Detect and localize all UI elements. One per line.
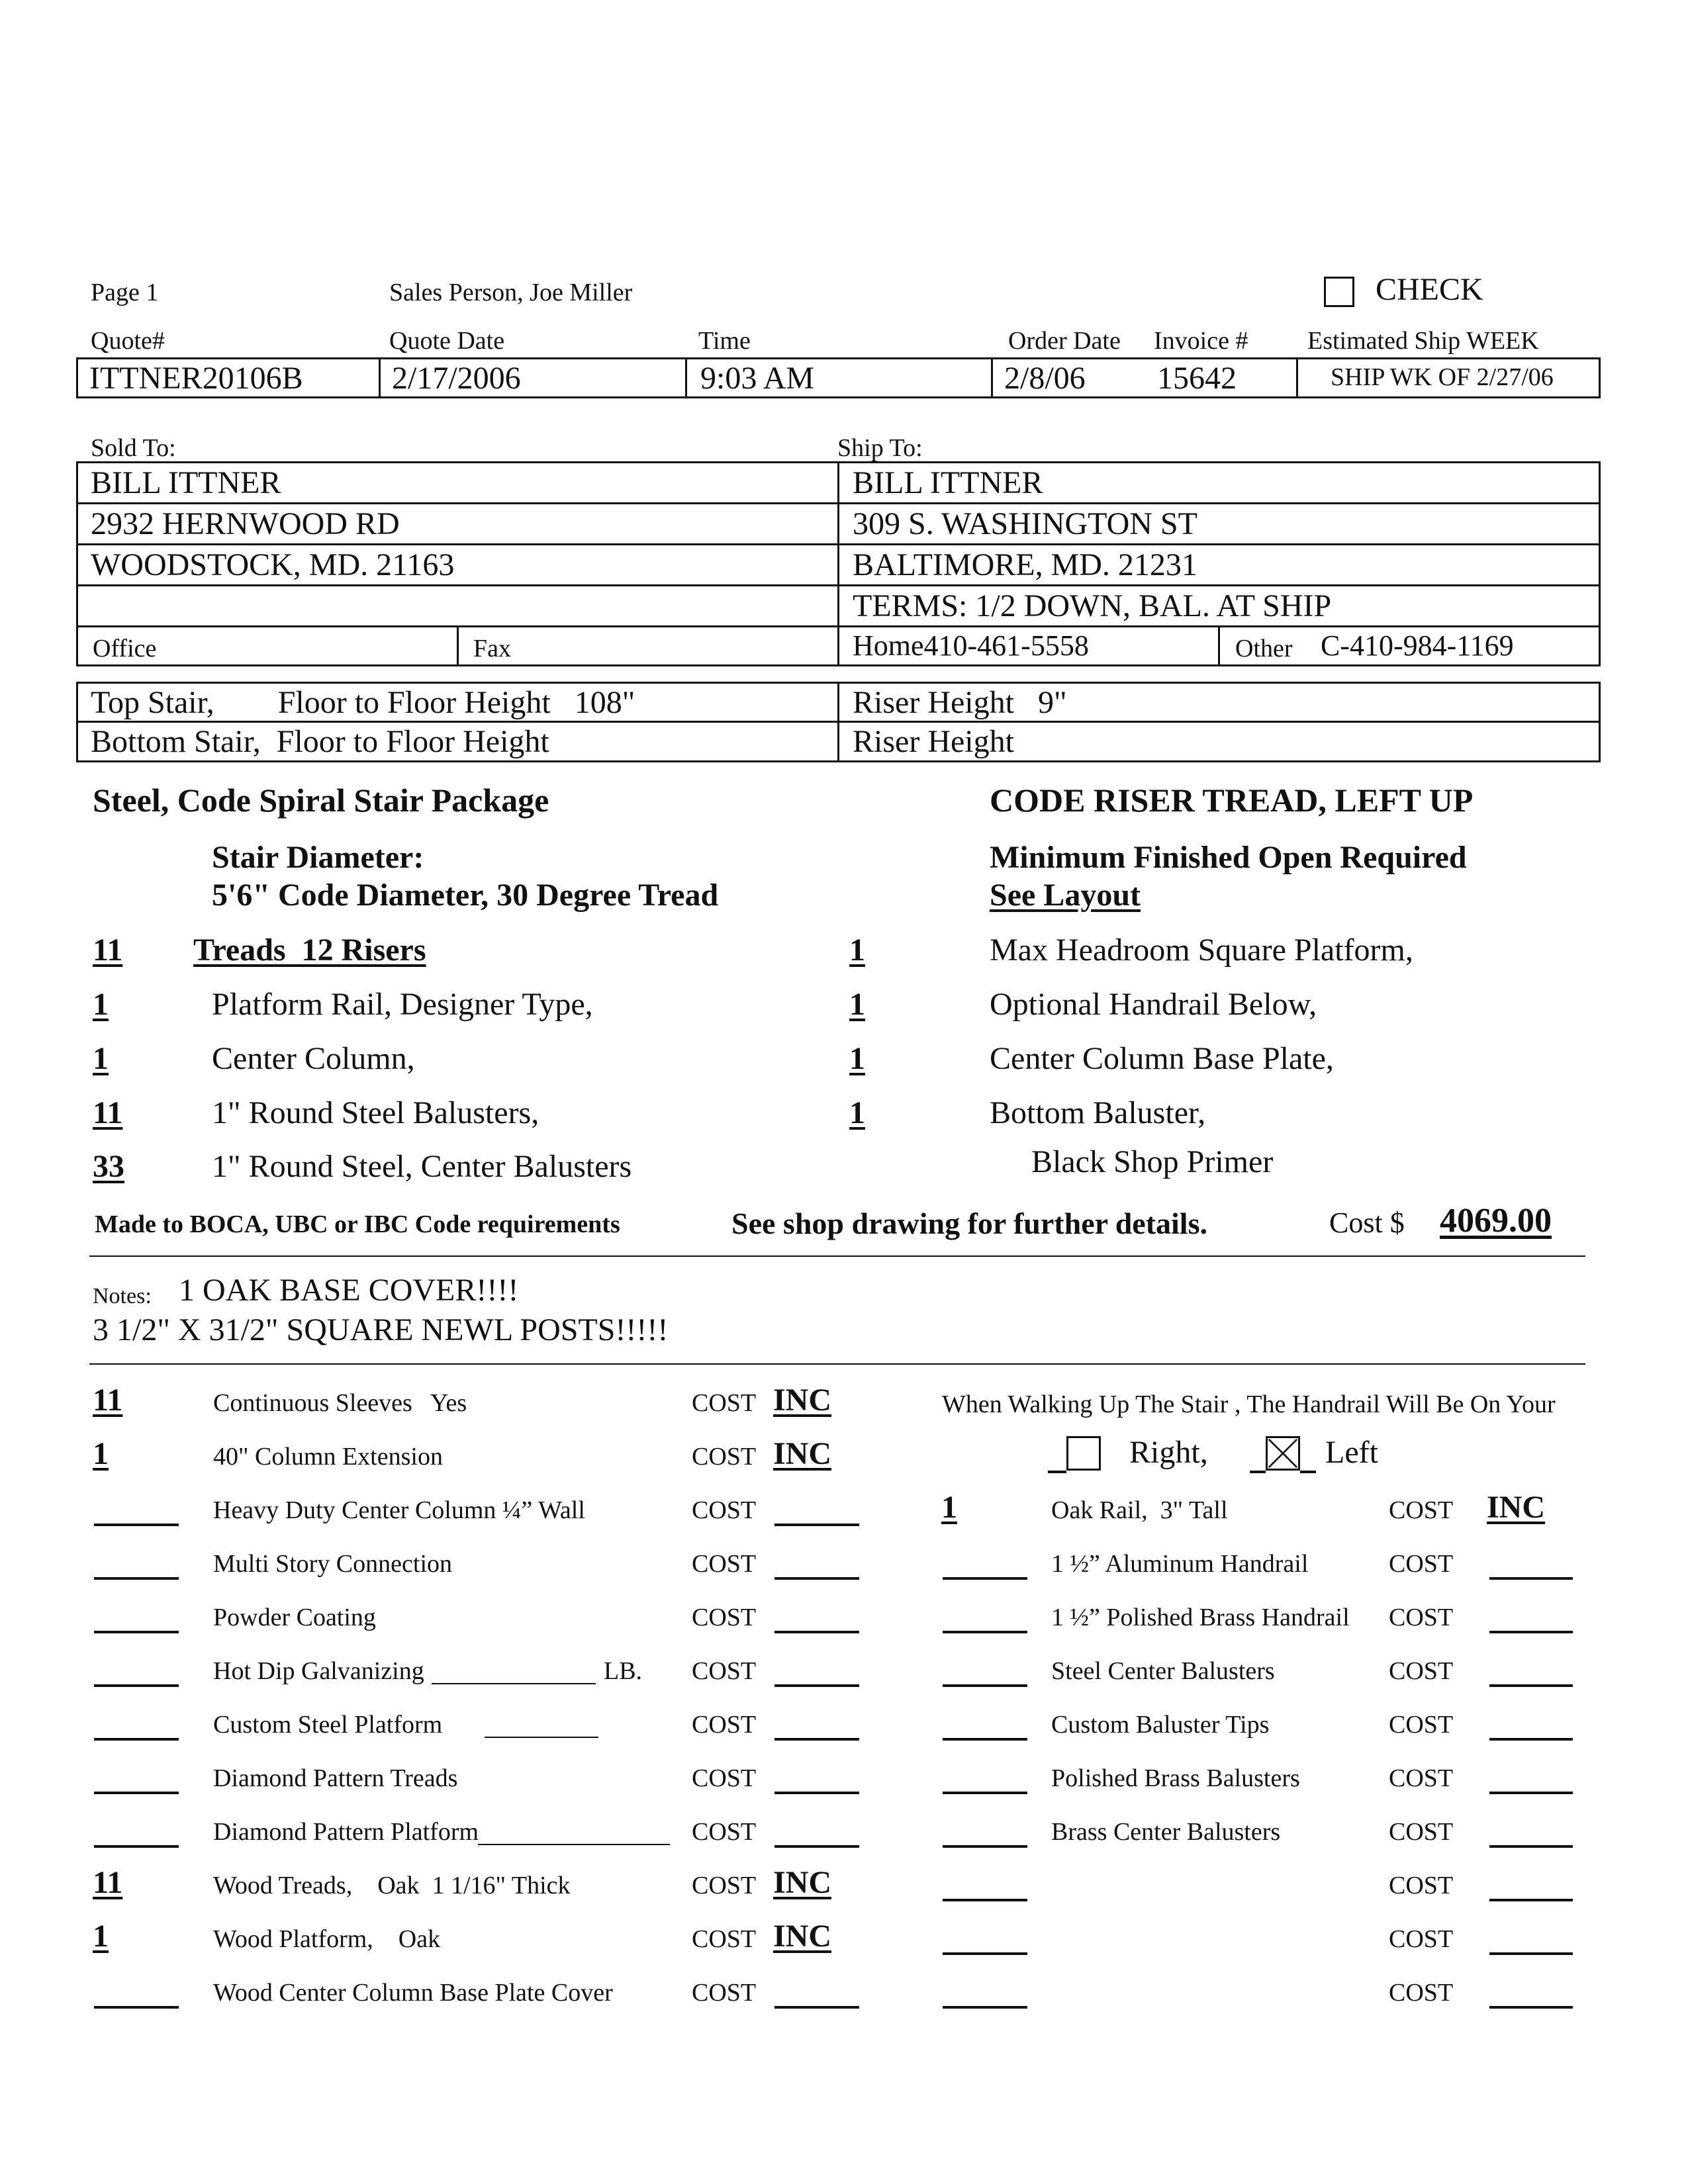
cost-word: COST <box>692 1496 757 1524</box>
notes-line: 1 OAK BASE COVER!!!! <box>179 1273 519 1308</box>
invoice-value: 15642 <box>1157 361 1237 396</box>
quote-label: Quote# <box>91 327 165 355</box>
handrail-left-label: Left <box>1325 1435 1378 1470</box>
option-qty-blank[interactable] <box>94 1684 179 1687</box>
item-desc: Treads 12 Risers <box>193 933 426 968</box>
time-label: Time <box>698 327 751 355</box>
order-date-value: 2/8/06 <box>1004 361 1086 396</box>
cost-word: COST <box>692 1550 757 1578</box>
option-cost: INC <box>1487 1490 1546 1525</box>
item-qty: 1 <box>849 987 865 1022</box>
option-extra-blank[interactable] <box>432 1683 596 1684</box>
item-desc: Center Column Base Plate, <box>990 1041 1334 1076</box>
check-box[interactable] <box>1324 277 1354 307</box>
option-cost-blank[interactable] <box>1489 1792 1573 1794</box>
option-cost-blank[interactable] <box>774 1792 859 1794</box>
cost-word: COST <box>1389 1979 1454 2007</box>
option-desc: Hot Dip Galvanizing <box>213 1657 424 1685</box>
time-value: 9:03 AM <box>700 361 815 396</box>
top-stair-height: Top Stair, Floor to Floor Height 108" <box>91 685 635 720</box>
ship-week-label: Estimated Ship WEEK <box>1307 327 1539 355</box>
cost-word: COST <box>1389 1764 1454 1792</box>
option-qty-blank[interactable] <box>943 1899 1027 1901</box>
option-qty-blank[interactable] <box>94 1577 179 1580</box>
option-qty: 11 <box>93 1865 123 1900</box>
option-desc: Diamond Pattern Treads <box>213 1764 458 1792</box>
riser-height-bottom: Riser Height <box>853 724 1014 759</box>
bottom-stair-height: Bottom Stair, Floor to Floor Height <box>91 724 549 759</box>
package-right-title: CODE RISER TREAD, LEFT UP <box>990 782 1474 819</box>
option-qty: 11 <box>93 1383 123 1418</box>
cost-word: COST <box>692 1872 757 1899</box>
quote-date-label: Quote Date <box>389 327 505 355</box>
option-qty-blank[interactable] <box>94 1631 179 1633</box>
check-label: CHECK <box>1376 272 1483 307</box>
option-cost: INC <box>773 1919 832 1954</box>
cost-word: COST <box>1389 1496 1454 1524</box>
option-cost-blank[interactable] <box>1489 1577 1573 1580</box>
cost-word: COST <box>1389 1657 1454 1685</box>
handrail-question: When Walking Up The Stair , The Handrail Will Be On Your <box>942 1390 1556 1418</box>
cost-word: COST <box>692 1443 757 1471</box>
min-open: Minimum Finished Open Required <box>990 840 1467 875</box>
cost-total: 4069.00 <box>1440 1202 1552 1240</box>
cost-word: COST <box>692 1389 757 1417</box>
x-mark-icon <box>1268 1438 1298 1469</box>
fax-label: Fax <box>473 635 511 662</box>
cost-label: Cost $ <box>1329 1206 1405 1239</box>
cost-word: COST <box>1389 1711 1454 1739</box>
option-cost-blank[interactable] <box>774 1684 859 1687</box>
option-qty: 1 <box>941 1490 957 1525</box>
item-desc: 1" Round Steel, Center Balusters <box>212 1149 632 1184</box>
ship-to-label: Ship To: <box>837 434 923 462</box>
option-qty-blank[interactable] <box>943 1952 1027 1955</box>
option-cost-blank[interactable] <box>1489 1952 1573 1955</box>
item-desc: Max Headroom Square Platform, <box>990 933 1413 968</box>
option-desc: Powder Coating <box>213 1604 376 1631</box>
cost-word: COST <box>692 1604 757 1631</box>
item-qty: 11 <box>93 1095 123 1130</box>
item-qty: 1 <box>93 1041 109 1076</box>
option-cost: INC <box>773 1436 832 1471</box>
sold-to-label: Sold To: <box>91 434 176 462</box>
ship-to-line: BALTIMORE, MD. 21231 <box>853 547 1197 582</box>
riser-height-top: Riser Height 9" <box>853 685 1067 720</box>
item-qty: 1 <box>93 987 109 1022</box>
option-desc: 1 ½” Polished Brass Handrail <box>1051 1604 1350 1631</box>
option-desc: 1 ½” Aluminum Handrail <box>1051 1550 1309 1578</box>
option-extra-blank[interactable] <box>478 1844 670 1845</box>
terms: TERMS: 1/2 DOWN, BAL. AT SHIP <box>853 588 1332 623</box>
item-desc: 1" Round Steel Balusters, <box>212 1095 539 1130</box>
other-label: Other <box>1235 635 1293 662</box>
cost-word: COST <box>1389 1872 1454 1899</box>
shop-note: See shop drawing for further details. <box>731 1206 1207 1240</box>
package-title: Steel, Code Spiral Stair Package <box>93 782 549 819</box>
sold-to-line: 2932 HERNWOOD RD <box>91 506 400 541</box>
option-qty: 1 <box>93 1919 109 1954</box>
diameter-label: Stair Diameter: <box>212 840 424 875</box>
item-desc: Center Column, <box>212 1041 415 1076</box>
item-qty: 1 <box>849 933 865 968</box>
option-desc: 40" Column Extension <box>213 1443 443 1471</box>
option-desc: Wood Platform, Oak <box>213 1925 441 1953</box>
item-desc: Bottom Baluster, <box>990 1095 1206 1130</box>
item-qty: 1 <box>849 1095 865 1130</box>
notes-label: Notes: <box>93 1284 152 1308</box>
cost-word: COST <box>692 1764 757 1792</box>
office-label: Office <box>93 635 157 662</box>
option-qty-blank[interactable] <box>94 1524 179 1526</box>
option-qty-blank[interactable] <box>94 1792 179 1794</box>
option-desc: Steel Center Balusters <box>1051 1657 1275 1685</box>
see-layout-link[interactable]: See Layout <box>990 878 1141 913</box>
quote-date-value: 2/17/2006 <box>392 361 521 396</box>
option-desc: Brass Center Balusters <box>1051 1818 1281 1846</box>
ship-week-value: SHIP WK OF 2/27/06 <box>1331 363 1554 391</box>
option-cost-blank[interactable] <box>774 1524 859 1526</box>
item-qty: 1 <box>849 1041 865 1076</box>
page-number: Page 1 <box>91 279 159 306</box>
cost-word: COST <box>692 1711 757 1739</box>
option-cost-blank[interactable] <box>774 1577 859 1580</box>
ship-to-line: 309 S. WASHINGTON ST <box>853 506 1197 541</box>
option-desc: Continuous Sleeves Yes <box>213 1389 467 1417</box>
ship-to-line: BILL ITTNER <box>853 465 1043 500</box>
option-qty-blank[interactable] <box>94 1738 179 1741</box>
option-extra-blank[interactable] <box>485 1737 598 1738</box>
option-qty: 1 <box>93 1436 109 1471</box>
option-qty-blank[interactable] <box>943 1845 1027 1848</box>
option-cost-blank[interactable] <box>774 1845 859 1848</box>
sales-person: Sales Person, Joe Miller <box>389 279 633 306</box>
option-qty-blank[interactable] <box>943 1738 1027 1741</box>
option-qty-blank[interactable] <box>943 2006 1027 2009</box>
option-desc: Custom Steel Platform <box>213 1711 443 1739</box>
item-desc: Platform Rail, Designer Type, <box>212 987 593 1022</box>
cost-word: COST <box>1389 1604 1454 1631</box>
option-desc: Heavy Duty Center Column ¼” Wall <box>213 1496 585 1524</box>
option-qty-blank[interactable] <box>943 1631 1027 1633</box>
quote-value: ITTNER20106B <box>89 361 303 396</box>
option-cost-blank[interactable] <box>1489 1738 1573 1741</box>
option-cost-blank[interactable] <box>1489 1845 1573 1848</box>
cost-word: COST <box>692 1657 757 1685</box>
cost-word: COST <box>1389 1818 1454 1846</box>
option-qty-blank[interactable] <box>94 2006 179 2009</box>
option-cost-blank[interactable] <box>1489 1631 1573 1633</box>
cost-word: COST <box>1389 1550 1454 1578</box>
option-desc: Wood Treads, Oak 1 1/16" Thick <box>213 1872 571 1899</box>
option-cost-blank[interactable] <box>1489 1684 1573 1687</box>
option-qty-blank[interactable] <box>943 1577 1027 1580</box>
item-qty: 33 <box>93 1149 124 1184</box>
option-suffix: LB. <box>604 1657 643 1685</box>
option-desc: Custom Baluster Tips <box>1051 1711 1270 1739</box>
order-date-label: Order Date <box>1008 327 1121 355</box>
other-phone: C-410-984-1169 <box>1321 629 1514 662</box>
item-qty: 11 <box>93 933 123 968</box>
cost-word: COST <box>1389 1925 1454 1953</box>
option-desc: Oak Rail, 3" Tall <box>1051 1496 1228 1524</box>
cost-word: COST <box>692 1818 757 1846</box>
cost-word: COST <box>692 1925 757 1953</box>
sold-to-line: BILL ITTNER <box>91 465 281 500</box>
home-phone: Home410-461-5558 <box>853 629 1089 662</box>
sold-to-line: WOODSTOCK, MD. 21163 <box>91 547 455 582</box>
cost-word: COST <box>692 1979 757 2007</box>
handrail-right-checkbox[interactable] <box>1066 1436 1101 1471</box>
option-cost-blank[interactable] <box>1489 2006 1573 2009</box>
invoice-label: Invoice # <box>1154 327 1248 355</box>
option-cost-blank[interactable] <box>1489 1899 1573 1901</box>
diameter-value: 5'6" Code Diameter, 30 Degree Tread <box>212 878 719 913</box>
option-desc: Multi Story Connection <box>213 1550 452 1578</box>
option-qty-blank[interactable] <box>943 1684 1027 1687</box>
item-desc: Optional Handrail Below, <box>990 987 1317 1022</box>
notes-line: 3 1/2" X 31/2" SQUARE NEWL POSTS!!!!! <box>93 1312 669 1347</box>
item-desc: Black Shop Primer <box>1031 1144 1274 1179</box>
option-cost: INC <box>773 1865 832 1900</box>
option-desc: Diamond Pattern Platform <box>213 1818 479 1846</box>
option-cost-blank[interactable] <box>774 1738 859 1741</box>
option-cost-blank[interactable] <box>774 1631 859 1633</box>
option-cost: INC <box>773 1383 832 1418</box>
option-cost-blank[interactable] <box>774 2006 859 2009</box>
code-note: Made to BOCA, UBC or IBC Code requirements <box>95 1210 620 1238</box>
handrail-left-checkbox[interactable] <box>1266 1436 1300 1471</box>
option-qty-blank[interactable] <box>94 1845 179 1848</box>
handrail-right-label: Right, <box>1129 1435 1208 1470</box>
option-desc: Polished Brass Balusters <box>1051 1764 1300 1792</box>
option-qty-blank[interactable] <box>943 1792 1027 1794</box>
option-desc: Wood Center Column Base Plate Cover <box>213 1979 613 2007</box>
